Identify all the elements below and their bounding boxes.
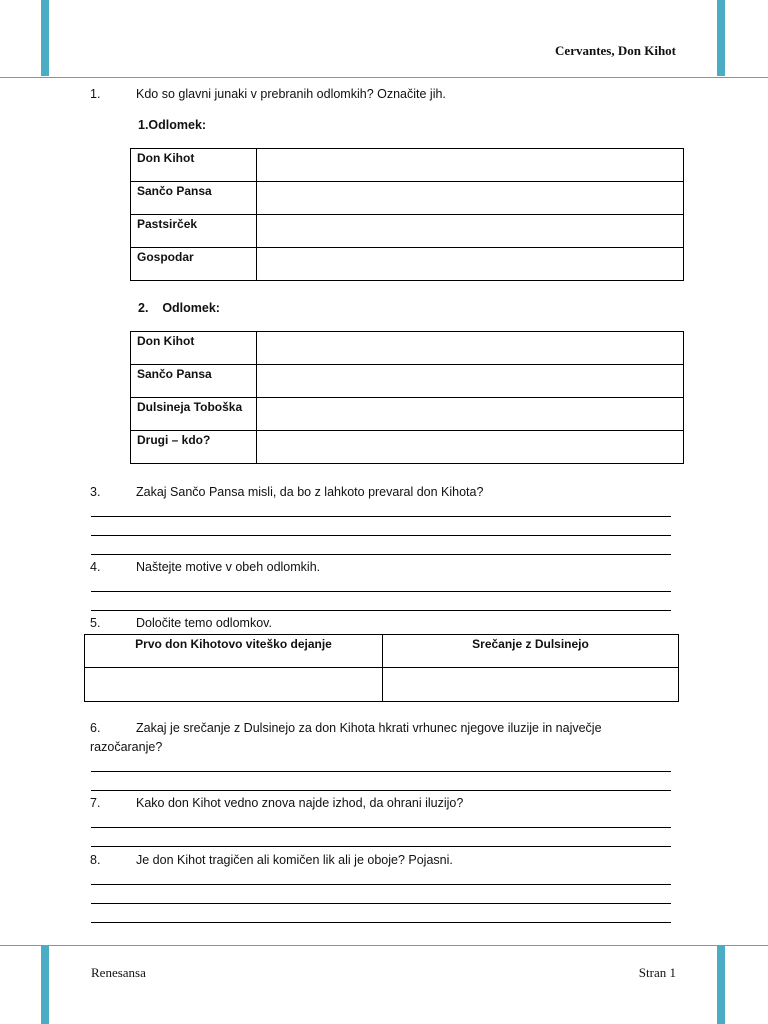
question-3 xyxy=(90,485,483,499)
answer-cell[interactable] xyxy=(257,215,684,248)
question-1 xyxy=(90,87,446,101)
question-number: 6. xyxy=(90,721,101,735)
character-name: Sančo Pansa xyxy=(131,365,257,398)
answer-cell[interactable] xyxy=(257,365,684,398)
answer-cell[interactable] xyxy=(257,431,684,464)
question-number: 4. xyxy=(90,560,101,574)
answer-cell[interactable] xyxy=(257,332,684,365)
footer-page-number: Stran 1 xyxy=(638,965,676,980)
answer-line[interactable] xyxy=(91,771,671,772)
question-5 xyxy=(90,616,272,630)
character-name: Gospodar xyxy=(131,248,257,281)
themes-table xyxy=(84,634,679,702)
question-text: Zakaj je srečanje z Dulsinejo za don Kihota hkrati vrhunec njegove iluzije in največje xyxy=(136,721,602,735)
footer-bar-left xyxy=(41,946,49,1024)
answer-line[interactable] xyxy=(91,610,671,611)
question-text: Je don Kihot tragičen ali komičen lik ali je oboje? Pojasni. xyxy=(136,853,453,867)
header-rule xyxy=(0,77,768,78)
header-bar-right xyxy=(717,0,725,76)
question-6 xyxy=(90,721,602,735)
footer-rule xyxy=(0,945,768,946)
question-text: Zakaj Sančo Pansa misli, da bo z lahkoto prevaral don Kihota? xyxy=(136,485,484,499)
answer-line[interactable] xyxy=(91,827,671,828)
answer-line[interactable] xyxy=(91,535,671,536)
excerpt-2-table xyxy=(130,331,684,464)
answer-line[interactable] xyxy=(91,554,671,555)
question-text: Naštejte motive v obeh odlomkih. xyxy=(136,560,321,574)
header-bar-left xyxy=(41,0,49,76)
answer-cell[interactable] xyxy=(85,668,383,702)
question-number: 8. xyxy=(90,853,101,867)
excerpt-1-heading: 1.Odlomek: xyxy=(138,118,207,132)
question-number: 3. xyxy=(90,485,101,499)
question-text: Določite temo odlomkov. xyxy=(136,616,272,630)
question-text: Kako don Kihot vedno znova najde izhod, da ohrani iluzijo? xyxy=(136,796,464,810)
answer-cell[interactable] xyxy=(257,149,684,182)
answer-line[interactable] xyxy=(91,591,671,592)
answer-line[interactable] xyxy=(91,516,671,517)
character-name: Drugi – kdo? xyxy=(131,431,257,464)
answer-line[interactable] xyxy=(91,790,671,791)
answer-cell[interactable] xyxy=(257,398,684,431)
question-7 xyxy=(90,796,463,810)
question-text: Kdo so glavni junaki v prebranih odlomkih? Označite jih. xyxy=(136,87,446,101)
character-name: Sančo Pansa xyxy=(131,182,257,215)
question-4 xyxy=(90,560,320,574)
question-number: 1. xyxy=(90,87,101,101)
question-8 xyxy=(90,853,453,867)
answer-cell[interactable] xyxy=(257,182,684,215)
answer-line[interactable] xyxy=(91,846,671,847)
page-header-title: Cervantes, Don Kihot xyxy=(555,43,676,58)
character-name: Don Kihot xyxy=(131,149,257,182)
answer-line[interactable] xyxy=(91,903,671,904)
character-name: Don Kihot xyxy=(131,332,257,365)
answer-line[interactable] xyxy=(91,884,671,885)
themes-header-first-deed: Prvo don Kihotovo viteško dejanje xyxy=(85,635,383,668)
excerpt-2-heading: 2. Odlomek: xyxy=(138,301,220,315)
character-name: Pastsirček xyxy=(131,215,257,248)
themes-header-dulsineja: Srečanje z Dulsinejo xyxy=(383,635,679,668)
footer-section-name: Renesansa xyxy=(91,965,146,980)
character-name: Dulsineja Toboška xyxy=(131,398,257,431)
answer-cell[interactable] xyxy=(257,248,684,281)
answer-cell[interactable] xyxy=(383,668,679,702)
question-6-continued: razočaranje? xyxy=(90,740,163,754)
question-number: 5. xyxy=(90,616,101,630)
question-number: 7. xyxy=(90,796,101,810)
excerpt-1-table xyxy=(130,148,684,281)
footer-bar-right xyxy=(717,946,725,1024)
answer-line[interactable] xyxy=(91,922,671,923)
